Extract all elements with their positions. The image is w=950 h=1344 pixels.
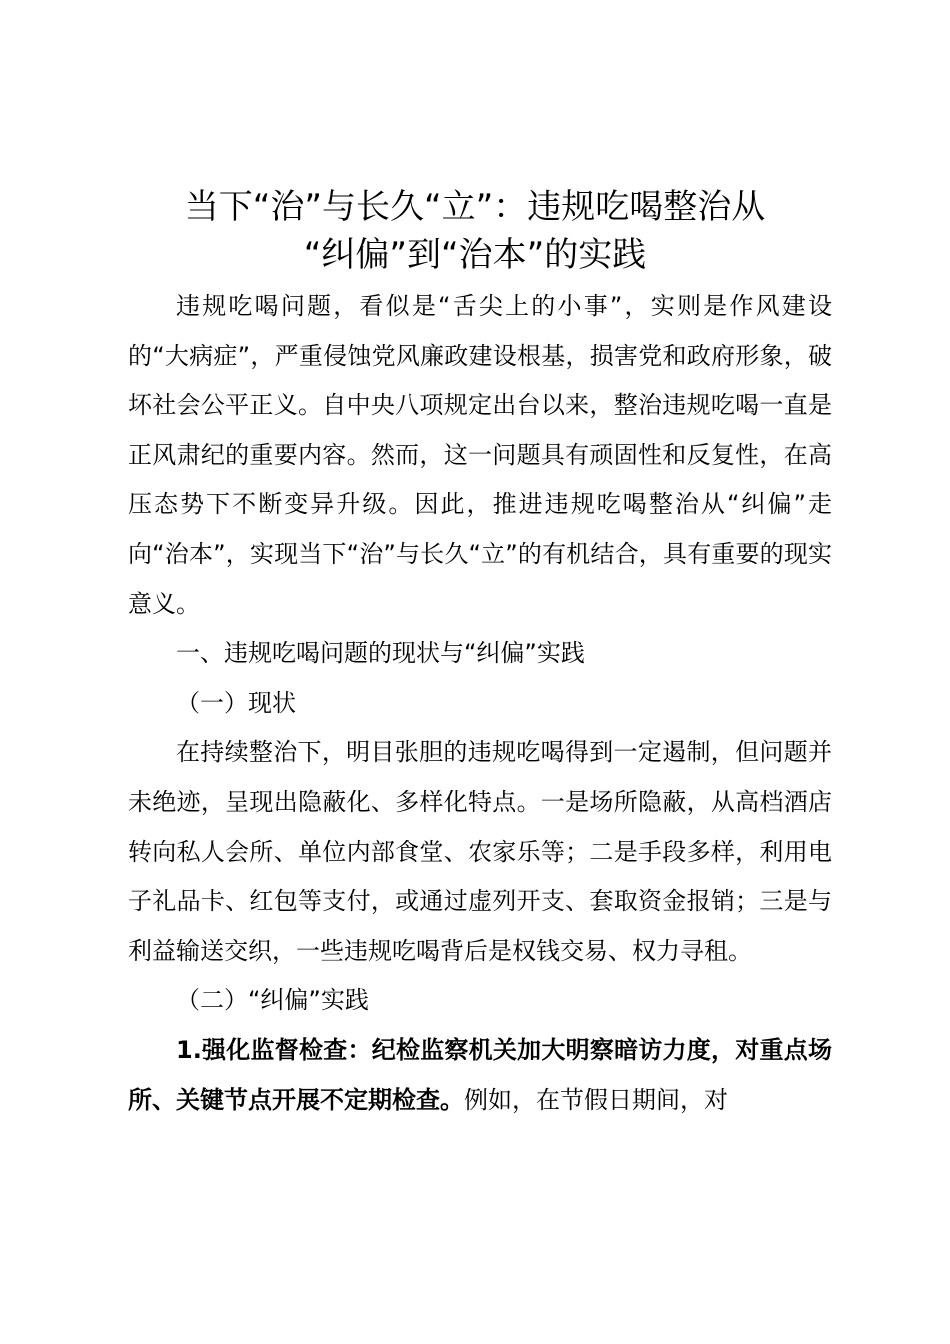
subsection-heading-status: （一）现状 bbox=[176, 688, 296, 717]
title-line-2: “纠偏”到“治本”的实践 bbox=[303, 235, 647, 275]
title-line-1: 当下“治”与长久“立”：违规吃喝整治从 bbox=[184, 187, 766, 227]
point-1-bold-text: 1.强化监督检查：纪检监察机关加大明察暗访力度，对重点场所、关键节点开展不定期检查。 bbox=[128, 1035, 832, 1114]
intro-paragraph: 违规吃喝问题，看似是“舌尖上的小事”，实则是作风建设的“大病症”，严重侵蚀党风廉政建设根基，损害党和政府形象，破坏社会公平正义。自中央八项规定出台以来，整治违规吃喝一直是正风肃纪的重要内容。然而，这一问题具有顽固性和反复性，在高压态势下不断变异升级。因此，推进违规吃喝整治从“纠偏”走向“治本”，实现当下“治”与长久“立”的有机结合，具有重要的现实意义。 bbox=[128, 292, 832, 618]
status-paragraph: 在持续整治下，明目张胆的违规吃喝得到一定遏制，但问题并未绝迹，呈现出隐蔽化、多样化特点。一是场所隐蔽，从高档酒店转向私人会所、单位内部食堂、农家乐等；二是手段多样，利用电子礼品卡、红包等支付，或通过虚列开支、套取资金报销；三是与利益输送交织，一些违规吃喝背后是权钱交易、权力寻租。 bbox=[128, 738, 832, 965]
point-1-paragraph bbox=[128, 1026, 832, 1125]
subsection-heading-practice: （二）“纠偏”实践 bbox=[176, 986, 369, 1015]
document-body bbox=[128, 282, 832, 1125]
point-1-text: 例如，在节假日期间，对 bbox=[464, 1085, 728, 1114]
section-heading-1: 一、违规吃喝问题的现状与“纠偏”实践 bbox=[176, 639, 585, 668]
